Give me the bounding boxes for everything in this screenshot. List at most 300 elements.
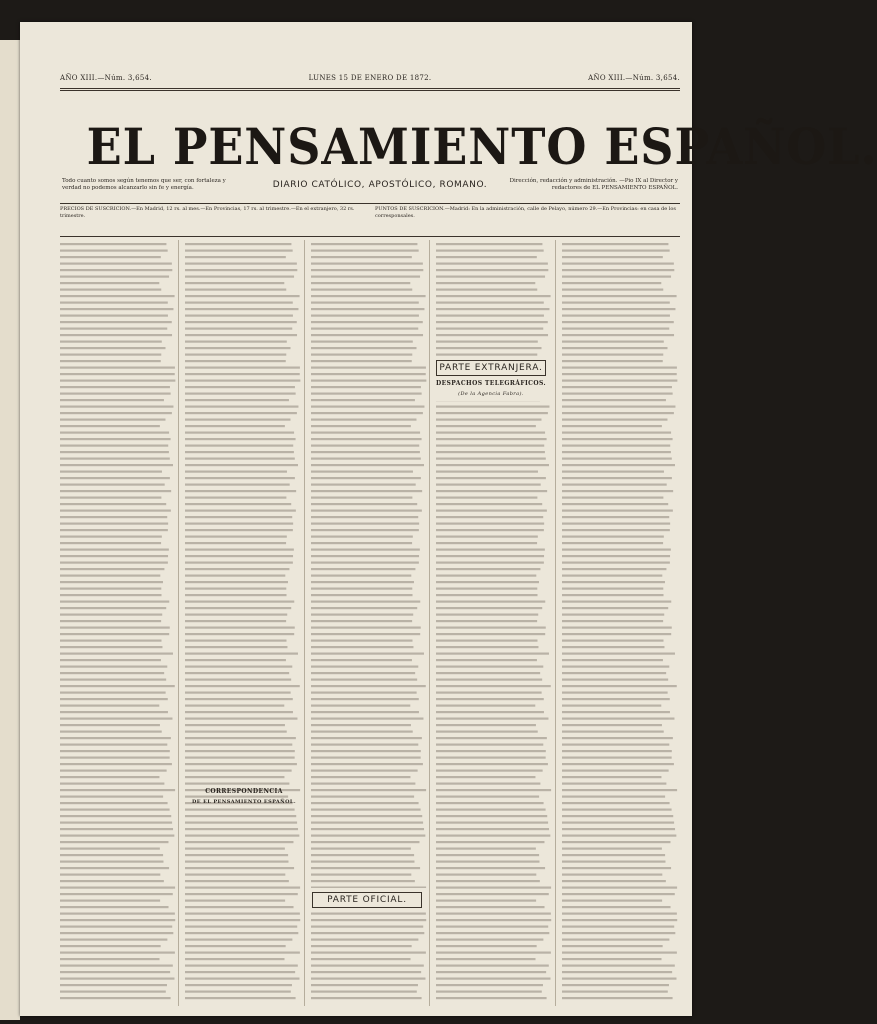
text-line (562, 945, 663, 947)
text-line (562, 958, 662, 960)
text-line (562, 308, 675, 310)
text-line (311, 588, 412, 590)
text-line (311, 607, 417, 609)
text-line (436, 542, 537, 544)
text-line (60, 562, 168, 564)
text-line (562, 841, 670, 843)
text-line (311, 341, 413, 343)
text-line (436, 848, 536, 850)
text-line (436, 510, 547, 512)
text-line (436, 718, 548, 720)
text-line (436, 776, 535, 778)
text-line (60, 243, 166, 245)
text-line (60, 991, 166, 993)
text-line (185, 984, 292, 986)
text-line (436, 731, 538, 733)
text-line (60, 640, 162, 642)
text-line (311, 321, 423, 323)
text-line (311, 243, 417, 245)
text-line (436, 250, 544, 252)
text-line (562, 698, 670, 700)
text-line (436, 646, 538, 648)
text-line (436, 536, 538, 538)
text-line (311, 542, 412, 544)
text-line (311, 705, 410, 707)
text-line (185, 360, 286, 362)
text-line (562, 438, 673, 440)
subtitle: DIARIO CATÓLICO, APOSTÓLICO, ROMANO. (272, 180, 488, 190)
text-line (562, 464, 675, 466)
text-line (436, 770, 543, 772)
text-line (436, 276, 545, 278)
text-line (60, 627, 170, 629)
text-line (436, 302, 544, 304)
text-line (311, 958, 411, 960)
text-line (60, 789, 175, 791)
text-line (436, 315, 544, 317)
text-line (562, 555, 670, 557)
text-line (185, 633, 294, 635)
text-line (436, 282, 535, 284)
text-line (436, 913, 551, 915)
text-line (311, 659, 412, 661)
text-line (60, 308, 173, 310)
text-line (311, 666, 418, 668)
text-line (185, 601, 294, 603)
text-line (311, 412, 423, 414)
text-line (562, 321, 674, 323)
text-line (60, 978, 174, 980)
text-line (60, 354, 161, 356)
text-line (436, 939, 543, 941)
text-line (311, 549, 420, 551)
text-line (311, 399, 415, 401)
text-line (185, 815, 296, 817)
text-line (311, 425, 411, 427)
text-line (60, 380, 175, 382)
text-line (185, 666, 292, 668)
text-line (60, 945, 161, 947)
text-line (185, 243, 291, 245)
text-line (311, 497, 412, 499)
text-line (311, 770, 418, 772)
text-line (60, 497, 161, 499)
text-line (436, 802, 544, 804)
text-line (311, 997, 422, 999)
text-line (436, 887, 551, 889)
text-line (311, 835, 425, 837)
divider (60, 88, 680, 89)
masthead: EL PENSAMIENTO ESPAÑOL. (86, 117, 877, 176)
text-line (562, 809, 672, 811)
text-line (60, 477, 170, 479)
text-line (436, 828, 549, 830)
text-line (436, 419, 541, 421)
text-line (436, 796, 539, 798)
text-line (562, 256, 663, 258)
text-line (311, 685, 426, 687)
text-line (311, 867, 420, 869)
text-line (436, 672, 540, 674)
text-line (311, 451, 420, 453)
text-line (311, 367, 426, 369)
text-line (60, 302, 168, 304)
text-line (60, 731, 162, 733)
text-line (185, 750, 295, 752)
text-line (60, 750, 170, 752)
text-line (60, 893, 173, 895)
text-line (60, 737, 171, 739)
text-line (311, 419, 416, 421)
text-line (311, 841, 419, 843)
text-line (185, 347, 291, 349)
text-line (185, 477, 295, 479)
text-line (562, 926, 674, 928)
text-line (185, 939, 292, 941)
text-line (436, 835, 550, 837)
text-line (562, 893, 675, 895)
divider (60, 90, 680, 91)
text-line (436, 529, 544, 531)
body-text (185, 240, 300, 1009)
text-line (185, 991, 291, 993)
text-line (311, 822, 423, 824)
text-line (562, 243, 668, 245)
text-line (185, 861, 288, 863)
text-line (562, 341, 664, 343)
text-line (562, 568, 666, 570)
text-line (436, 308, 549, 310)
text-line (436, 841, 544, 843)
text-line (436, 458, 546, 460)
text-line (562, 783, 666, 785)
text-line (185, 757, 295, 759)
text-line (562, 620, 663, 622)
text-line (185, 854, 288, 856)
text-line (185, 328, 292, 330)
text-line (311, 711, 419, 713)
text-line (311, 373, 426, 375)
text-line (185, 731, 287, 733)
text-line (185, 900, 285, 902)
text-line (60, 653, 173, 655)
text-line (436, 438, 547, 440)
text-line (60, 367, 175, 369)
text-line (562, 503, 668, 505)
text-line (60, 250, 168, 252)
text-line (60, 458, 170, 460)
text-line (311, 744, 418, 746)
text-line (436, 243, 542, 245)
text-line (436, 919, 551, 921)
motto-right: Dirección, redacción y administración. —Pio IX al Director y redactores de EL PENSAMIENTO ESPAÑOL. (509, 178, 678, 191)
text-line (60, 438, 171, 440)
text-line (562, 432, 671, 434)
text-line (436, 861, 539, 863)
text-line (60, 484, 165, 486)
text-line (60, 783, 164, 785)
text-line (311, 289, 412, 291)
text-line (562, 412, 674, 414)
text-line (60, 770, 167, 772)
text-line (562, 393, 673, 395)
text-line (311, 458, 421, 460)
text-line (60, 490, 171, 492)
text-line (311, 926, 423, 928)
text-line (562, 282, 661, 284)
text-line (562, 744, 669, 746)
text-line (562, 828, 675, 830)
text-line (562, 822, 674, 824)
text-line (185, 958, 285, 960)
text-line (60, 419, 165, 421)
text-line (311, 854, 414, 856)
text-line (311, 354, 412, 356)
text-line (185, 627, 295, 629)
text-line (311, 945, 412, 947)
text-line (60, 906, 169, 908)
text-line (436, 347, 542, 349)
text-line (562, 328, 669, 330)
text-line (185, 653, 298, 655)
text-line (185, 737, 296, 739)
text-line (185, 685, 300, 687)
text-line (185, 607, 291, 609)
text-line (436, 750, 546, 752)
newspaper-page (20, 22, 877, 1016)
text-line (436, 893, 549, 895)
text-line (185, 406, 298, 408)
text-line (185, 484, 290, 486)
text-line (436, 490, 547, 492)
text-line (60, 568, 164, 570)
text-line (185, 822, 297, 824)
text-line (436, 633, 545, 635)
text-line (60, 744, 167, 746)
text-line (185, 952, 300, 954)
text-line (311, 848, 411, 850)
text-line (562, 471, 664, 473)
text-line (436, 945, 537, 947)
text-line (60, 594, 162, 596)
text-line (185, 594, 287, 596)
text-line (311, 360, 412, 362)
text-line (436, 685, 551, 687)
text-line (311, 932, 424, 934)
text-line (436, 822, 548, 824)
text-line (311, 913, 426, 915)
text-line (60, 939, 167, 941)
text-line (311, 477, 421, 479)
text-line (311, 529, 419, 531)
text-line (185, 334, 297, 336)
text-line (562, 354, 663, 356)
text-line (562, 445, 670, 447)
text-line (185, 490, 296, 492)
text-line (311, 724, 411, 726)
text-line (562, 607, 668, 609)
text-line (185, 295, 300, 297)
text-line (436, 659, 537, 661)
text-line (562, 848, 662, 850)
text-line (60, 841, 168, 843)
text-line (185, 913, 300, 915)
text-line (436, 471, 538, 473)
text-line (436, 295, 551, 297)
text-line (185, 828, 298, 830)
text-line (436, 627, 546, 629)
text-line (436, 269, 548, 271)
text-line (185, 321, 297, 323)
text-line (562, 939, 669, 941)
text-line (185, 510, 296, 512)
text-line (562, 646, 664, 648)
text-line (60, 809, 170, 811)
text-line (311, 874, 411, 876)
text-line (562, 776, 661, 778)
text-line (311, 809, 421, 811)
text-line (185, 458, 295, 460)
text-line (436, 705, 535, 707)
text-line (60, 256, 161, 258)
body-text (562, 240, 677, 1009)
correspondencia-heading: CORRESPONDENCIA (205, 788, 283, 795)
text-line (311, 328, 418, 330)
text-line (60, 848, 160, 850)
text-line (562, 484, 667, 486)
text-line (562, 250, 670, 252)
text-line (60, 536, 162, 538)
text-line (60, 263, 172, 265)
text-line (185, 425, 285, 427)
text-line (60, 835, 174, 837)
text-line (185, 276, 294, 278)
text-line (436, 952, 551, 954)
text-line (60, 919, 175, 921)
text-line (60, 295, 175, 297)
text-lines (436, 240, 551, 1006)
correspondencia-sub: DE EL PENSAMIENTO ESPAÑOL. (192, 799, 296, 805)
text-line (185, 399, 289, 401)
text-line (185, 380, 300, 382)
text-line (311, 653, 424, 655)
text-line (436, 744, 543, 746)
text-line (436, 926, 548, 928)
text-line (185, 770, 292, 772)
text-line (185, 367, 300, 369)
text-line (436, 562, 544, 564)
text-line (60, 516, 167, 518)
text-line (185, 516, 292, 518)
text-line (562, 711, 670, 713)
text-line (60, 471, 162, 473)
text-line (60, 581, 163, 583)
text-line (60, 412, 172, 414)
text-line (436, 991, 542, 993)
text-lines (562, 240, 677, 1006)
text-line (185, 432, 294, 434)
text-line (311, 282, 410, 284)
text-line (562, 295, 677, 297)
text-line (311, 503, 417, 505)
text-line (311, 490, 422, 492)
text-line (311, 386, 421, 388)
text-line (60, 341, 162, 343)
text-line (562, 263, 674, 265)
text-line (185, 256, 286, 258)
text-line (562, 880, 666, 882)
text-line (185, 906, 294, 908)
text-line (436, 932, 549, 934)
text-line (60, 997, 171, 999)
text-line (311, 698, 419, 700)
text-line (562, 451, 671, 453)
text-line (311, 334, 423, 336)
text-line (311, 802, 419, 804)
text-line (436, 555, 544, 557)
text-line (436, 497, 537, 499)
text-line (311, 581, 414, 583)
text-line (562, 588, 663, 590)
text-line (185, 971, 295, 973)
text-line (562, 601, 671, 603)
column-4 (436, 240, 555, 1006)
text-line (60, 646, 162, 648)
text-line (60, 373, 175, 375)
text-line (311, 646, 413, 648)
text-line (436, 958, 536, 960)
text-line (60, 932, 173, 934)
text-line (185, 341, 287, 343)
text-line (60, 776, 159, 778)
text-line (562, 796, 665, 798)
issue-right: AÑO XIII.—Núm. 3,654. (588, 74, 680, 82)
text-line (436, 334, 548, 336)
text-line (436, 900, 536, 902)
text-line (185, 763, 297, 765)
text-line (311, 601, 420, 603)
text-line (60, 900, 160, 902)
text-line (60, 399, 164, 401)
text-line (562, 367, 677, 369)
text-line (60, 854, 163, 856)
text-line (185, 315, 293, 317)
text-line (562, 386, 672, 388)
text-line (436, 757, 546, 759)
text-line (562, 614, 664, 616)
text-line (562, 562, 670, 564)
text-line (185, 269, 297, 271)
text-line (60, 334, 172, 336)
text-line (60, 958, 160, 960)
column-2 (185, 240, 304, 1006)
text-line (311, 776, 410, 778)
text-line (436, 484, 541, 486)
text-line (436, 653, 549, 655)
text-line (311, 672, 415, 674)
text-line (562, 913, 677, 915)
text-line (311, 939, 418, 941)
text-line (436, 906, 545, 908)
text-line (436, 477, 546, 479)
text-line (311, 276, 420, 278)
text-line (436, 763, 548, 765)
text-line (60, 328, 167, 330)
text-line (185, 718, 297, 720)
text-line (436, 783, 540, 785)
text-line (60, 984, 167, 986)
text-line (311, 952, 426, 954)
